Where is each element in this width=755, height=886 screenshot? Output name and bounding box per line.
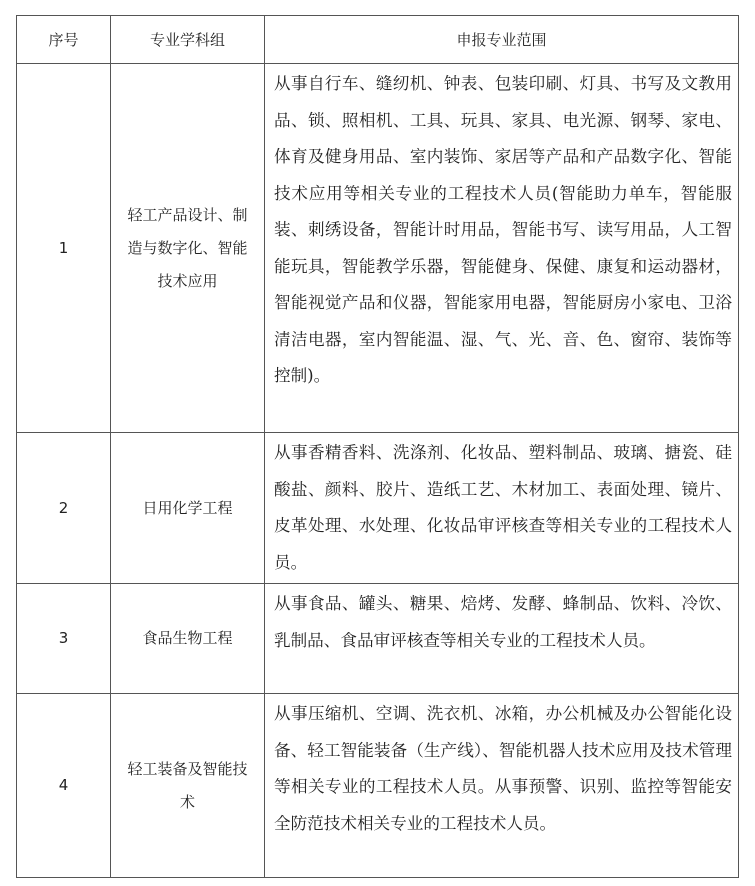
row-num: 1	[17, 64, 111, 433]
row-group: 日用化学工程	[111, 433, 265, 584]
row-group: 轻工产品设计、制造与数字化、智能技术应用	[111, 64, 265, 433]
header-row	[17, 16, 739, 64]
row-num: 4	[17, 694, 111, 878]
table-row	[17, 694, 739, 878]
row-scope-text: 从事香精香料、洗涤剂、化妆品、塑料制品、玻璃、搪瓷、硅酸盐、颜料、胶片、造纸工艺、木材加工、表面处理、镜片、皮革处理、水处理、化妆品审评核查等相关专业的工程技术人员。	[274, 443, 732, 572]
table-row	[17, 64, 739, 433]
row-scope	[265, 584, 739, 694]
row-scope-text: 从事自行车、缝纫机、钟表、包装印刷、灯具、书写及文教用品、锁、照相机、工具、玩具、家具、电光源、钢琴、家电、体育及健身用品、室内装饰、家居等产品和产品数字化、智能技术应用等相关专业的工程技术人员(智能助力单车，智能服装、刺绣设备，智能计时用品，智能书写、读写用品，人工智能玩具，智能教学乐器，智能健身、保健、康复和运动器材，智能视觉产品和仪器，智能家用电器，智能厨房小家电、卫浴清洁电器，室内智能温、湿、气、光、音、色、窗帘、装饰等控制)。	[274, 74, 732, 385]
row-group: 轻工装备及智能技术	[111, 694, 265, 878]
row-scope	[265, 694, 739, 878]
row-num: 3	[17, 584, 111, 694]
header-scope: 申报专业范围	[265, 16, 739, 64]
table-row	[17, 433, 739, 584]
row-num: 2	[17, 433, 111, 584]
header-group: 专业学科组	[111, 16, 265, 64]
row-group: 食品生物工程	[111, 584, 265, 694]
row-scope-text: 从事食品、罐头、糖果、焙烤、发酵、蜂制品、饮料、冷饮、乳制品、食品审评核查等相关专业的工程技术人员。	[274, 594, 732, 650]
scope-table	[16, 15, 739, 878]
row-scope-text: 从事压缩机、空调、洗衣机、冰箱，办公机械及办公智能化设备、轻工智能装备（生产线）、智能机器人技术应用及技术管理等相关专业的工程技术人员。从事预警、识别、监控等智能安全防范技术相关专业的工程技术人员。	[274, 704, 732, 833]
row-scope	[265, 64, 739, 433]
row-scope	[265, 433, 739, 584]
header-num: 序号	[17, 16, 111, 64]
table-row	[17, 584, 739, 694]
